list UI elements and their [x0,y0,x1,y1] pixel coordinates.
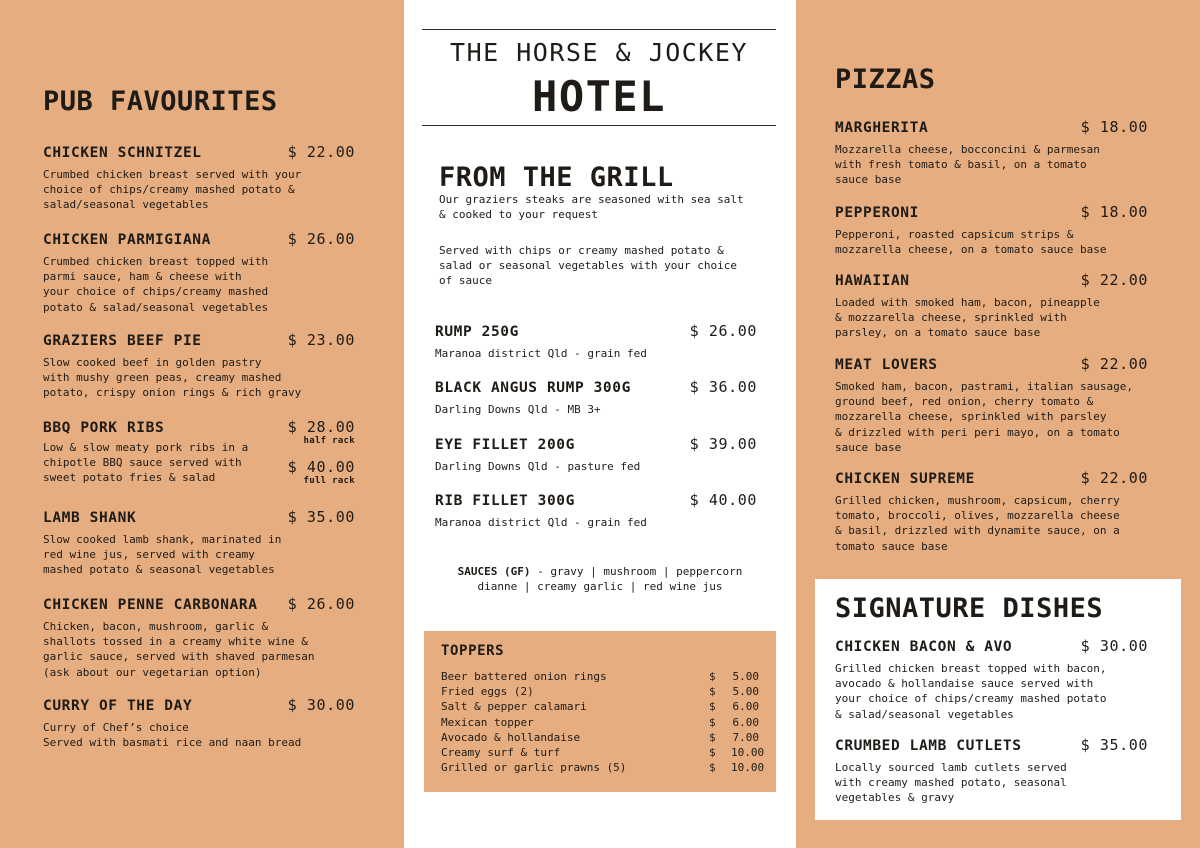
item-name: BBQ PORK RIBS [43,420,165,436]
topper-currency: $ [709,761,716,775]
item-name: CHICKEN SUPREME [835,471,975,487]
item-description: Mozzarella cheese, bocconcini & parmesan with fresh tomato & basil, on a tomato sauce base [835,143,1100,187]
header-divider-bottom [422,125,776,126]
topper-currency: $ [709,730,716,744]
topper-price: 5.00 [732,670,759,683]
item-description: Crumbed chicken breast served with your choice of chips/creamy mashed potato & salad/seasonal vegetables [43,168,302,212]
menu-item [43,230,355,315]
item-description: Low & slow meaty pork ribs in a chipotle BBQ sauce served with sweet potato fries & salad [43,441,249,485]
item-price: $ 22.00 [287,143,355,161]
item-description: Darling Downs Qld - MB 3+ [435,403,601,416]
item-name: EYE FILLET 200G [435,437,575,453]
topper-price: 6.00 [732,700,759,714]
item-description: Pepperoni, roasted capsicum strips & mozzarella cheese, on a tomato sauce base [835,228,1107,257]
menu-item [835,469,1148,554]
item-name: LAMB SHANK [43,510,137,526]
pub-favourites-panel [0,0,404,848]
sauces-line-1: - gravy | mushroom | peppercorn [530,565,743,578]
pizzas-panel [796,0,1200,848]
topper-name: Salt & pepper calamari [441,700,587,714]
topper-currency: $ [709,700,716,714]
price-note: full rack [303,476,355,486]
item-price: $ 35.00 [1080,736,1148,754]
topper-currency: $ [709,746,716,760]
item-name: MARGHERITA [835,120,929,136]
item-description: Grilled chicken, mushroom, capsicum, cherry tomato, broccoli, olives, mozzarella cheese & basil, drizzled with dynamite sauce, on a tomato sauce base [835,494,1120,553]
sauces-list [404,564,796,594]
item-price: $ 23.00 [287,331,355,349]
sauces-label: SAUCES (GF) [457,565,531,578]
item-name: GRAZIERS BEEF PIE [43,333,202,349]
topper-name: Fried eggs (2) [441,685,534,699]
menu-item [43,595,355,680]
grill-intro-sides: Served with chips or creamy mashed potato & salad or seasonal vegetables with your choice of sauce [439,244,738,288]
topper-name: Mexican topper [441,715,534,729]
item-name: RUMP 250G [435,324,519,340]
topper-row [441,669,759,684]
header-divider-top [422,29,776,30]
item-price: $ 30.00 [1080,637,1148,655]
menu-item [835,355,1148,455]
topper-row [441,730,759,745]
venue-name: THE HORSE & JOCKEY [450,38,748,67]
menu-item [435,491,757,530]
topper-currency: $ [709,715,716,729]
item-price: $ 18.00 [1080,203,1148,221]
signature-title: SIGNATURE DISHES [835,593,1104,624]
topper-price: 10.00 [731,746,765,760]
signature-dishes-box [815,579,1181,820]
topper-currency: $ [709,685,716,699]
menu-item [43,143,355,213]
item-description: Slow cooked beef in golden pastry with mushy green peas, creamy mashed potato, crispy onion rings & rich gravy [43,356,302,400]
topper-row [441,684,759,699]
price-note: half rack [303,436,355,446]
item-description: Darling Downs Qld - pasture fed [435,460,641,473]
item-name: CHICKEN SCHNITZEL [43,145,202,161]
menu-item [835,271,1148,341]
topper-row [441,745,765,760]
item-price: $ 22.00 [1080,271,1148,289]
item-name: CHICKEN PENNE CARBONARA [43,597,258,613]
venue-type: HOTEL [532,72,666,121]
item-price: $ 22.00 [1080,355,1148,373]
pizzas-title: PIZZAS [835,64,936,95]
item-name: MEAT LOVERS [835,357,938,373]
item-price: $ 30.00 [287,696,355,714]
menu-item [835,118,1148,188]
item-price-secondary: $ 40.00 [287,458,355,476]
item-description: Crumbed chicken breast topped with parmi sauce, ham & cheese with your choice of chips/creamy mashed potato & salad/seasonal vegetables [43,255,269,314]
menu-item [43,508,355,578]
toppers-title: TOPPERS [441,643,505,659]
item-price: $ 26.00 [689,322,757,340]
menu-item [43,331,355,401]
item-price: $ 26.00 [287,230,355,248]
item-description: Loaded with smoked ham, bacon, pineapple & mozzarella cheese, sprinkled with parsley, on a tomato sauce base [835,296,1100,340]
topper-price: 5.00 [732,685,759,699]
item-description: Maranoa district Qld - grain fed [435,347,647,360]
sauces-line-2: dianne | creamy garlic | red wine jus [477,580,723,594]
menu-item [435,378,757,417]
item-name: CHICKEN PARMIGIANA [43,232,211,248]
item-price: $ 28.00 [287,418,355,436]
item-price: $ 40.00 [689,491,757,509]
item-description: Maranoa district Qld - grain fed [435,516,647,529]
topper-price: 7.00 [732,730,759,744]
item-price: $ 36.00 [689,378,757,396]
menu-item [835,637,1148,722]
menu-item [435,435,757,474]
topper-name: Avocado & hollandaise [441,730,581,744]
item-description: Chicken, bacon, mushroom, garlic & shallots tossed in a creamy white wine & garlic sauce, served with shaved parmesan (ask about our vegetarian option) [43,620,315,679]
topper-row [441,699,759,714]
topper-price: 10.00 [731,761,765,775]
item-price: $ 26.00 [287,595,355,613]
menu-item [435,322,757,361]
item-description: Grilled chicken breast topped with bacon, avocado & hollandaise sauce served with your choice of chips/creamy mashed potato & salad/seasonal vegetables [835,662,1107,721]
topper-currency: $ [709,670,716,683]
grill-intro: Our graziers steaks are seasoned with sea salt & cooked to your request [439,193,744,222]
topper-name: Creamy surf & turf [441,746,561,760]
item-price: $ 22.00 [1080,469,1148,487]
grill-panel [404,0,796,848]
item-price: $ 35.00 [287,508,355,526]
toppers-box [424,631,776,792]
topper-name: Beer battered onion rings [441,670,607,683]
item-name: CURRY OF THE DAY [43,698,193,714]
item-description: Smoked ham, bacon, pastrami, italian sausage, ground beef, red onion, cherry tomato & mozzarella cheese, sprinkled with parsley & drizzled with peri peri mayo, on a tomato sauce base [835,380,1134,454]
item-name: BLACK ANGUS RUMP 300G [435,380,631,396]
topper-price: 6.00 [732,715,759,729]
topper-name: Grilled or garlic prawns (5) [441,761,627,775]
item-name: HAWAIIAN [835,273,910,289]
grill-title: FROM THE GRILL [439,162,674,193]
menu-item [43,696,355,750]
menu-item [835,203,1148,257]
topper-row [441,715,759,730]
item-name: CRUMBED LAMB CUTLETS [835,738,1022,754]
pub-favourites-title: PUB FAVOURITES [43,86,278,117]
item-name: RIB FILLET 300G [435,493,575,509]
menu-item [43,418,355,486]
item-price: $ 39.00 [689,435,757,453]
item-price: $ 18.00 [1080,118,1148,136]
item-name: PEPPERONI [835,205,919,221]
topper-row [441,760,765,775]
item-description: Locally sourced lamb cutlets served with creamy mashed potato, seasonal vegetables & gravy [835,761,1067,805]
item-description: Slow cooked lamb shank, marinated in red wine jus, served with creamy mashed potato & seasonal vegetables [43,533,282,577]
item-description: Curry of Chef’s choice Served with basmati rice and naan bread [43,721,302,750]
menu-item [835,736,1148,806]
item-name: CHICKEN BACON & AVO [835,639,1013,655]
